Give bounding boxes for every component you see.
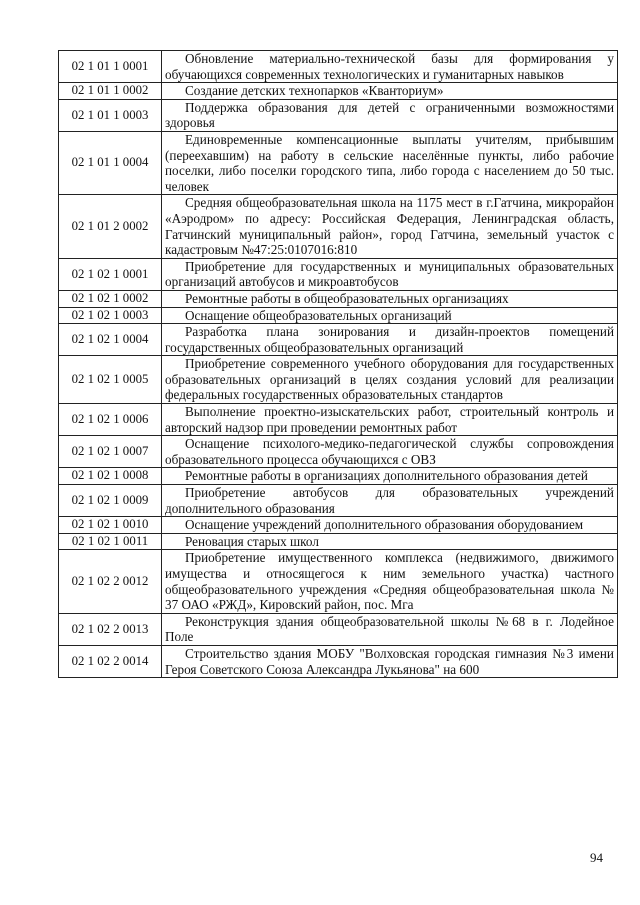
table-row <box>59 324 618 356</box>
table-row <box>59 290 618 307</box>
row-description-cell <box>162 131 618 194</box>
table-body <box>59 51 618 678</box>
row-description: Оснащение учреждений дополнительного образования оборудованием <box>185 517 584 533</box>
row-code: 02 1 02 1 0003 <box>59 307 162 324</box>
row-code: 02 1 01 1 0004 <box>59 131 162 194</box>
row-description-cell <box>162 83 618 100</box>
table-row <box>59 468 618 485</box>
row-code: 02 1 02 2 0012 <box>59 550 162 613</box>
row-code: 02 1 02 1 0007 <box>59 436 162 468</box>
row-description: Приобретение автобусов для образовательных учреждений дополнительного образования <box>165 485 614 516</box>
table-row <box>59 83 618 100</box>
row-code: 02 1 02 1 0004 <box>59 324 162 356</box>
table-row <box>59 533 618 550</box>
row-description: Ремонтные работы в организациях дополнительного образования детей <box>185 468 588 484</box>
row-description: Единовременные компенсационные выплаты учителям, прибывшим (переехавшим) на работу в сельские населённые пункты, либо рабочие поселки, либо поселки городского типа, либо города с населением до 50 тыс. человек <box>165 131 614 194</box>
row-description-cell <box>162 195 618 258</box>
row-description: Приобретение современного учебного оборудования для государственных образовательных организаций в целях создания условий для реализации федеральных государственных образовательных стандартов <box>165 356 614 403</box>
row-code: 02 1 01 1 0003 <box>59 99 162 131</box>
table-row <box>59 195 618 258</box>
row-code: 02 1 02 1 0010 <box>59 517 162 534</box>
row-code: 02 1 02 1 0006 <box>59 404 162 436</box>
row-description-cell <box>162 51 618 83</box>
row-description: Оснащение психолого-медико-педагогической службы сопровождения образовательного процесса обучающихся с ОВЗ <box>165 436 614 467</box>
row-code: 02 1 01 1 0002 <box>59 83 162 100</box>
row-description-cell <box>162 404 618 436</box>
row-description-cell <box>162 99 618 131</box>
row-description-cell <box>162 613 618 645</box>
table-row <box>59 356 618 404</box>
table-row <box>59 131 618 194</box>
row-description: Разработка плана зонирования и дизайн-проектов помещений государственных общеобразовательных организаций <box>165 324 614 355</box>
row-code: 02 1 02 1 0002 <box>59 290 162 307</box>
row-code: 02 1 02 1 0011 <box>59 533 162 550</box>
row-code: 02 1 01 2 0002 <box>59 195 162 258</box>
budget-code-table <box>58 50 618 678</box>
row-description-cell <box>162 485 618 517</box>
row-description-cell <box>162 550 618 613</box>
row-description: Строительство здания МОБУ "Волховская городская гимназия №3 имени Героя Советского Союза Александра Лукьянова" на 600 <box>165 645 614 677</box>
row-code: 02 1 02 1 0008 <box>59 468 162 485</box>
row-description-cell <box>162 356 618 404</box>
row-description-cell <box>162 468 618 485</box>
row-description-cell <box>162 324 618 356</box>
row-description: Выполнение проектно-изыскательских работ, строительный контроль и авторский надзор при проведении ремонтных работ <box>165 404 614 435</box>
row-description: Создание детских технопарков «Кванториум» <box>185 83 444 99</box>
table-row <box>59 258 618 290</box>
table-row <box>59 404 618 436</box>
row-description-cell <box>162 645 618 677</box>
row-description-cell <box>162 436 618 468</box>
row-code: 02 1 02 1 0009 <box>59 485 162 517</box>
row-description: Реконструкция здания общеобразовательной школы №68 в г. Лодейное Поле <box>165 613 614 645</box>
row-description: Приобретение имущественного комплекса (недвижимого, движимого имущества и относящегося к ним земельного участка) частного общеобразовательного учреждения «Средняя общеобразовательная школа № 37 ОАО «РЖД», Кировский район, пос. Мга <box>165 550 614 613</box>
row-code: 02 1 02 1 0001 <box>59 258 162 290</box>
page-number: 94 <box>590 850 603 865</box>
table-row <box>59 307 618 324</box>
table-row <box>59 485 618 517</box>
row-description-cell <box>162 533 618 550</box>
row-description: Приобретение для государственных и муниципальных образовательных организаций автобусов и микроавтобусов <box>165 258 614 290</box>
row-code: 02 1 02 1 0005 <box>59 356 162 404</box>
row-description-cell <box>162 307 618 324</box>
row-description: Обновление материально-технической базы для формирования у обучающихся современных технологических и гуманитарных навыков <box>165 51 614 82</box>
row-description: Ремонтные работы в общеобразовательных организациях <box>185 290 509 306</box>
row-description: Средняя общеобразовательная школа на 1175 мест в г.Гатчина, микрорайон «Аэродром» по адресу: Российская Федерация, Ленинградская область, Гатчинский муниципальный район», город Гатчина, земельный участок с кадастровым №47:25:0107016:810 <box>165 195 614 258</box>
table-row <box>59 436 618 468</box>
table-row <box>59 550 618 613</box>
table-row <box>59 613 618 645</box>
row-code: 02 1 01 1 0001 <box>59 51 162 83</box>
row-description: Оснащение общеобразовательных организаций <box>185 307 452 323</box>
row-description-cell <box>162 258 618 290</box>
row-description: Поддержка образования для детей с ограниченными возможностями здоровья <box>165 99 614 131</box>
row-description: Реновация старых школ <box>185 533 319 549</box>
table-row <box>59 99 618 131</box>
row-code: 02 1 02 2 0013 <box>59 613 162 645</box>
row-description-cell <box>162 290 618 307</box>
table-row <box>59 645 618 677</box>
row-code: 02 1 02 2 0014 <box>59 645 162 677</box>
table-row <box>59 51 618 83</box>
table-row <box>59 517 618 534</box>
row-description-cell <box>162 517 618 534</box>
